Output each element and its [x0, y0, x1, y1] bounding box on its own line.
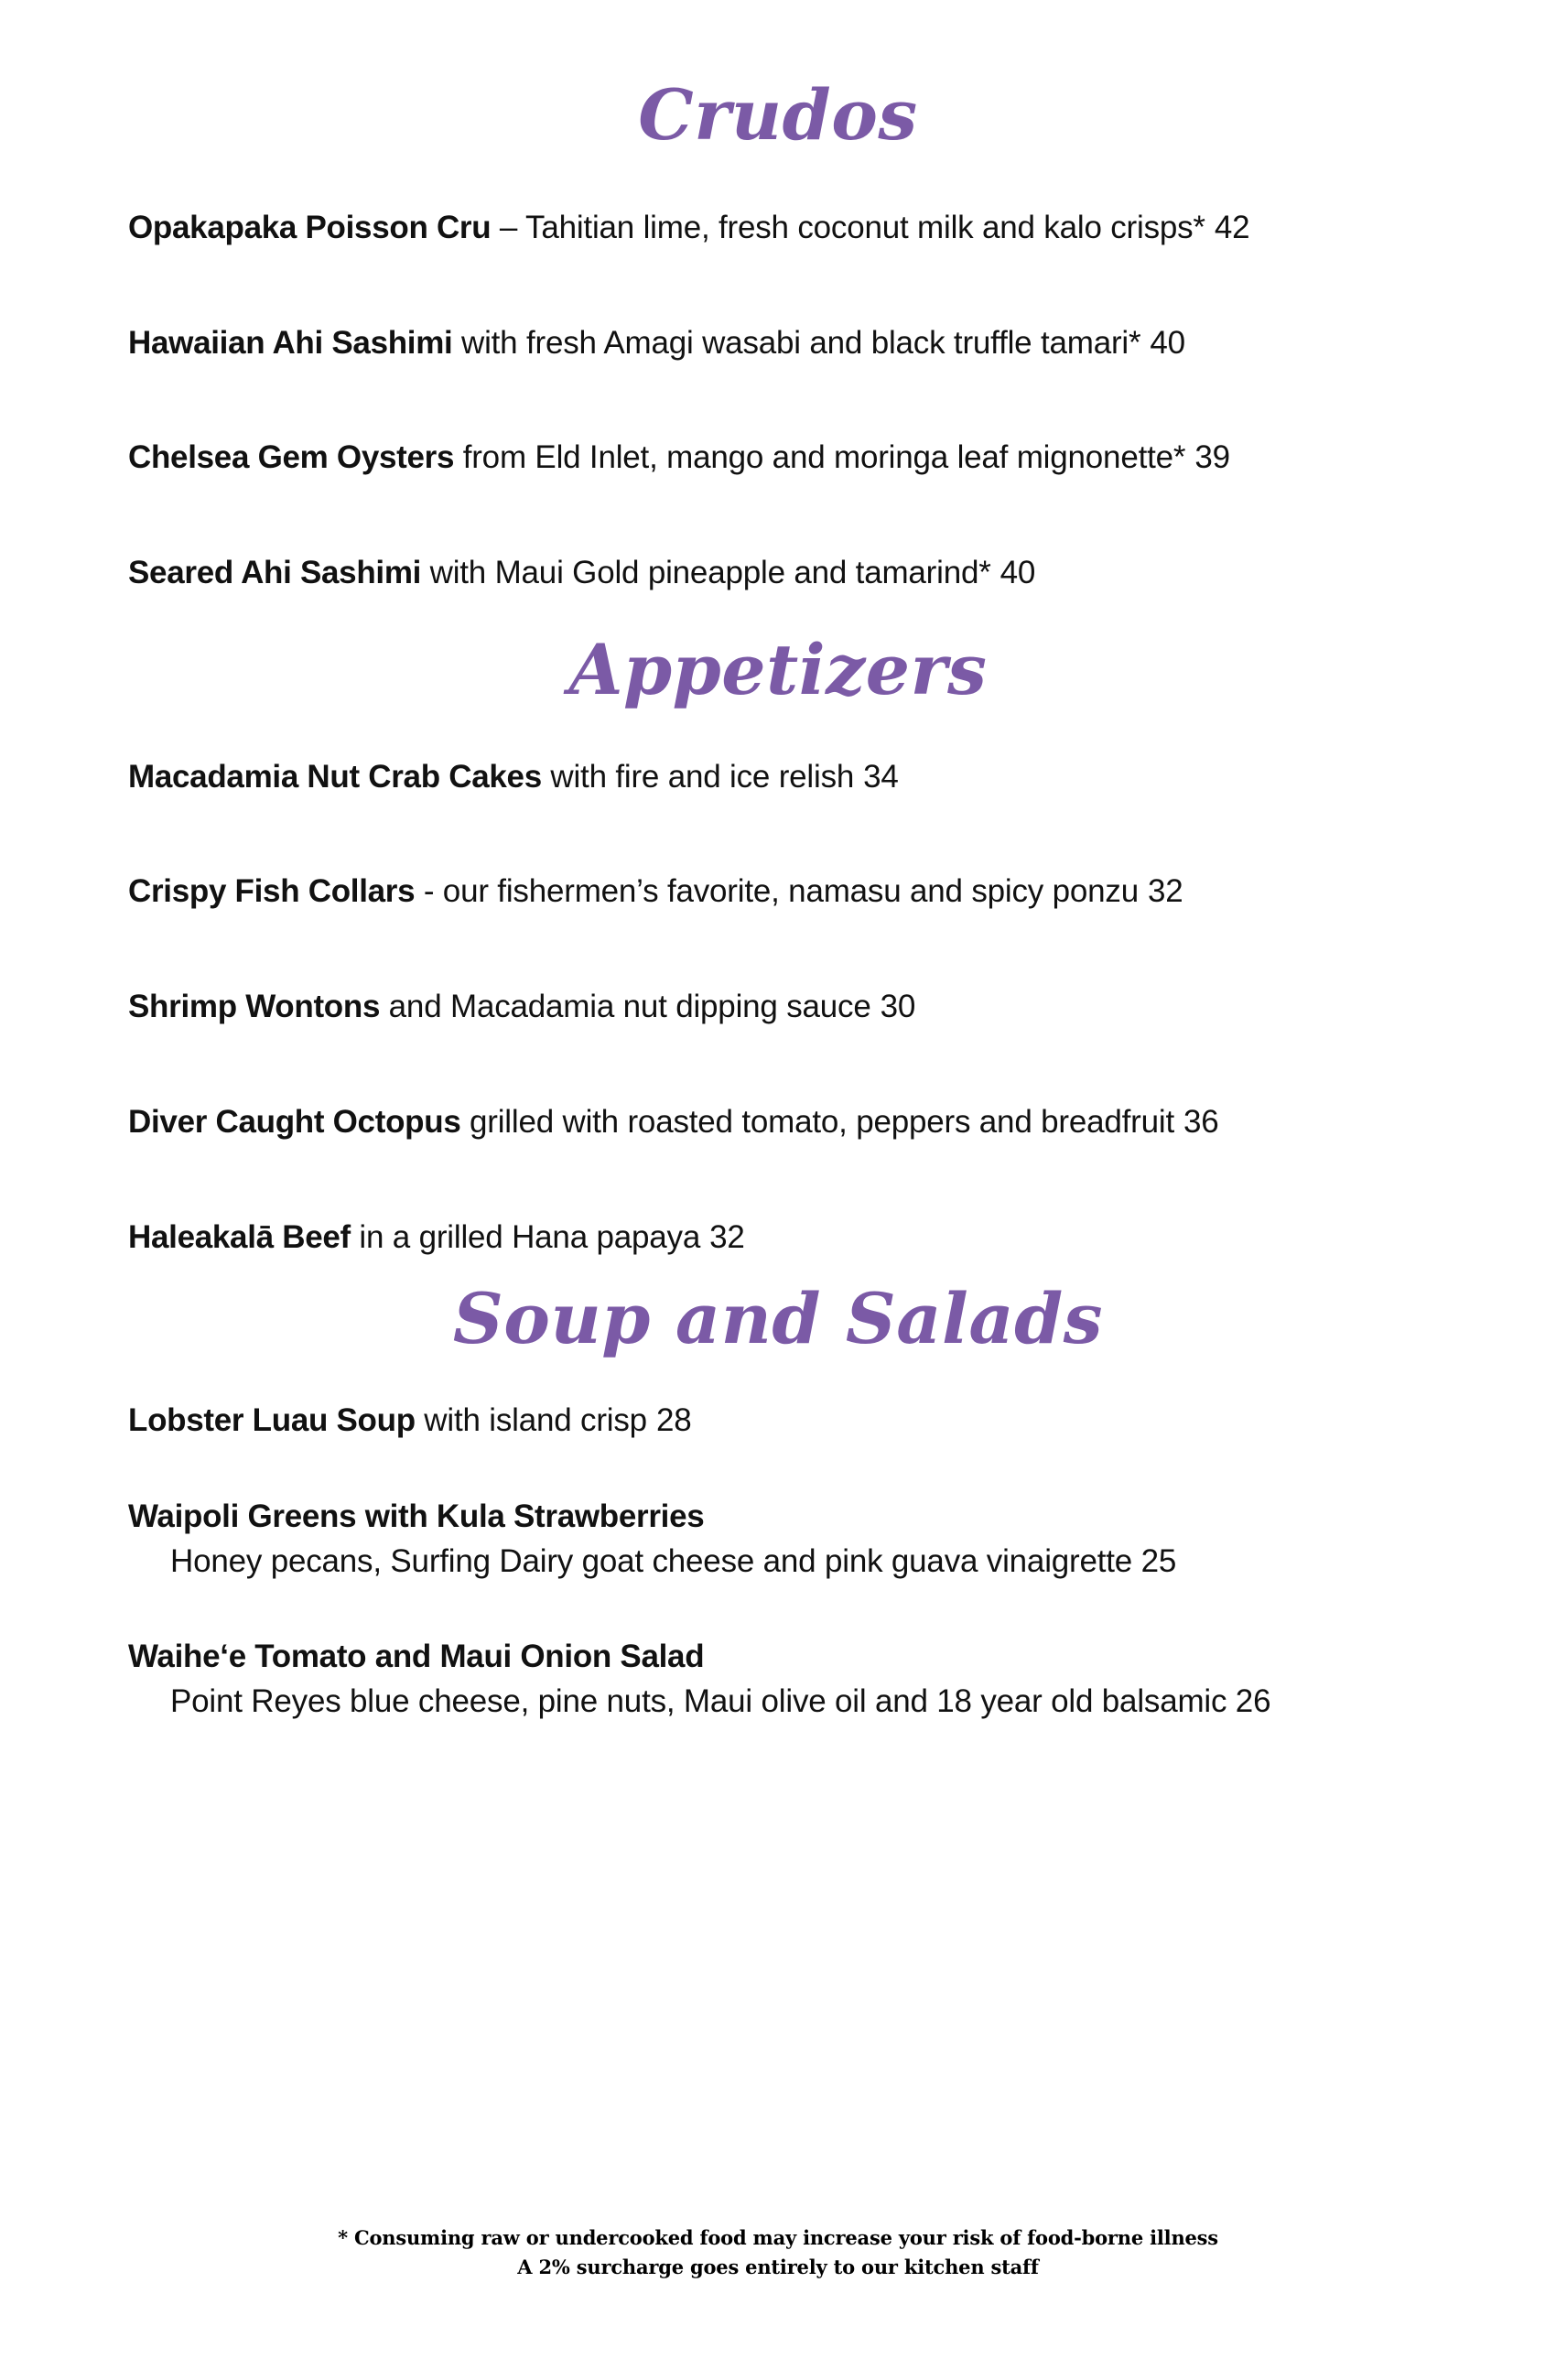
- item-description: with Maui Gold pineapple and tamarind*: [421, 555, 991, 591]
- section-soup-and-salads: [128, 1257, 1428, 1721]
- item-description: from Eld Inlet, mango and moringa leaf mignonette*: [454, 439, 1186, 476]
- menu-item: [128, 209, 1428, 248]
- item-price: 28: [655, 1402, 692, 1439]
- appetizers-item-list: [128, 705, 1428, 1257]
- item-name: Waiheʻe Tomato and Maui Onion Salad: [128, 1639, 705, 1675]
- footnote-line-surcharge: A 2% surcharge goes entirely to our kitchen staff: [517, 2255, 1039, 2278]
- footnote: [0, 2223, 1556, 2281]
- item-name: Crispy Fish Collars: [128, 873, 416, 910]
- section-heading-soup-and-salads: Soup and Salads: [452, 1278, 1104, 1360]
- item-name: Haleakalā Beef: [128, 1218, 351, 1255]
- item-name: Hawaiian Ahi Sashimi: [128, 324, 453, 361]
- item-price: 36: [1183, 1103, 1219, 1140]
- crudos-item-list: [128, 156, 1428, 593]
- item-description: in a grilled Hana papaya: [350, 1218, 701, 1255]
- menu-item: [128, 1638, 1428, 1721]
- menu-item: [128, 438, 1428, 478]
- item-name: Shrimp Wontons: [128, 989, 381, 1025]
- item-price: 40: [1150, 324, 1185, 361]
- item-subdescription: Honey pecans, Surfing Dairy goat cheese and pink guava vinaigrette 25: [170, 1542, 1177, 1579]
- item-description: – Tahitian lime, fresh coconut milk and kalo crisps*: [491, 210, 1205, 245]
- item-name: Lobster Luau Soup: [128, 1402, 416, 1439]
- menu-item: [128, 1401, 1428, 1441]
- item-description: grilled with roasted tomato, peppers and breadfruit: [460, 1103, 1174, 1140]
- item-description: and Macadamia nut dipping sauce: [380, 989, 871, 1025]
- item-price: 42: [1214, 210, 1250, 245]
- soup-and-salads-item-list: [128, 1354, 1428, 1721]
- menu-item: [128, 1218, 1428, 1258]
- item-description: with fire and ice relish: [541, 758, 855, 795]
- item-price: 30: [880, 989, 916, 1025]
- section-heading-appetizers: Appetizers: [568, 628, 988, 710]
- item-subdescription: Point Reyes blue cheese, pine nuts, Maui olive oil and 18 year old balsamic 26: [170, 1682, 1271, 1719]
- item-price: 39: [1194, 439, 1230, 476]
- item-price: 32: [1147, 873, 1183, 910]
- menu-item: [128, 1498, 1428, 1581]
- item-name: Seared Ahi Sashimi: [128, 555, 422, 591]
- menu-item: [128, 872, 1428, 912]
- menu-item: [128, 758, 1428, 797]
- footnote-line-raw-food-warning: * Consuming raw or undercooked food may increase your risk of food-borne illness: [338, 2226, 1218, 2249]
- item-price: 40: [1000, 555, 1036, 591]
- section-crudos: [128, 0, 1428, 593]
- menu-item: [128, 554, 1428, 593]
- item-name: Chelsea Gem Oysters: [128, 439, 455, 476]
- item-name: Diver Caught Octopus: [128, 1103, 461, 1140]
- item-description: with fresh Amagi wasabi and black truffle tamari*: [452, 324, 1141, 361]
- item-description: - our fishermen’s favorite, namasu and spicy ponzu: [415, 873, 1139, 910]
- menu-item: [128, 1103, 1428, 1142]
- menu-item: [128, 324, 1428, 363]
- item-name: Waipoli Greens with Kula Strawberries: [128, 1498, 705, 1534]
- item-name: Macadamia Nut Crab Cakes: [128, 758, 542, 795]
- item-description: with island crisp: [415, 1402, 647, 1439]
- section-heading-crudos: Crudos: [638, 74, 918, 156]
- section-appetizers: [128, 593, 1428, 1257]
- item-name: Opakapaka Poisson Cru: [128, 210, 492, 245]
- item-price: 34: [863, 758, 899, 795]
- menu-item: [128, 988, 1428, 1027]
- item-price: 32: [709, 1218, 745, 1255]
